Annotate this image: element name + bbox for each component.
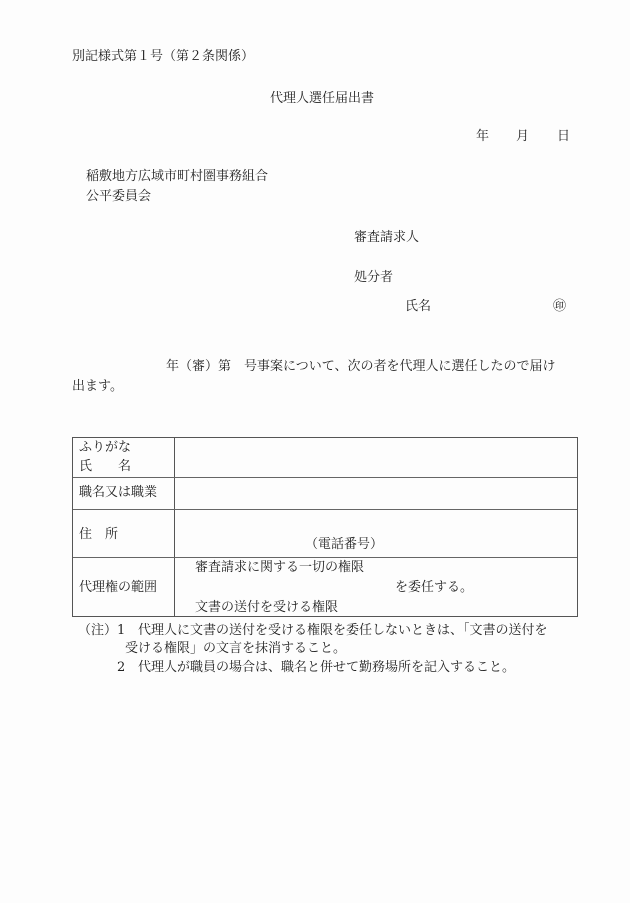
date-year: 年: [476, 129, 490, 144]
note-2-number: 2: [117, 660, 126, 675]
agent-info-table: [72, 437, 578, 617]
date-month: 月: [516, 129, 530, 144]
table-row-divider: [73, 509, 577, 510]
applicant-role-disposer: 処分者: [354, 270, 394, 285]
furigana-label: ふりがな: [79, 440, 132, 455]
document-title: 代理人選任届出書: [270, 91, 375, 106]
notes-prefix: （注）: [78, 623, 118, 638]
body-text-line1: 年（審）第 号事案について、次の者を代理人に選任したので届け: [166, 359, 556, 374]
authority-option-documents: 文書の送付を受ける権限: [195, 600, 339, 615]
body-text-line2: 出ます。: [72, 379, 123, 394]
name-label: 氏 名: [79, 459, 132, 474]
authority-scope-label: 代理権の範囲: [79, 580, 158, 595]
table-row-divider: [73, 557, 577, 558]
applicant-role-requester: 審査請求人: [354, 230, 420, 245]
address-label: 住 所: [79, 527, 119, 542]
note-1-line2: 受ける権限」の文言を抹消すること。: [125, 641, 347, 656]
authority-delegate-text: を委任する。: [395, 580, 474, 595]
address-field[interactable]: [177, 511, 575, 555]
phone-number-label: （電話番号）: [305, 537, 384, 552]
authority-option-all: 審査請求に関する一切の権限: [195, 560, 365, 575]
name-field[interactable]: [177, 440, 575, 475]
table-column-divider: [174, 438, 175, 616]
occupation-label: 職名又は職業: [79, 485, 158, 500]
seal-mark-icon: ㊞: [553, 299, 567, 314]
note-2-line1: 代理人が職員の場合は、職名と併せて勤務場所を記入すること。: [138, 660, 516, 675]
table-row-divider: [73, 477, 577, 478]
note-1-line1: 代理人に文書の送付を受ける権限を委任しないときは、「文書の送付を: [138, 623, 548, 638]
addressee-organization: 稲敷地方広域市町村圏事務組合: [86, 169, 269, 184]
addressee-committee: 公平委員会: [86, 189, 152, 204]
note-1-number: 1: [117, 623, 126, 638]
applicant-name-label: 氏名: [405, 299, 432, 314]
date-day: 日: [557, 129, 571, 144]
form-number: 別記様式第１号（第２条関係）: [72, 49, 255, 64]
occupation-field[interactable]: [177, 479, 575, 507]
